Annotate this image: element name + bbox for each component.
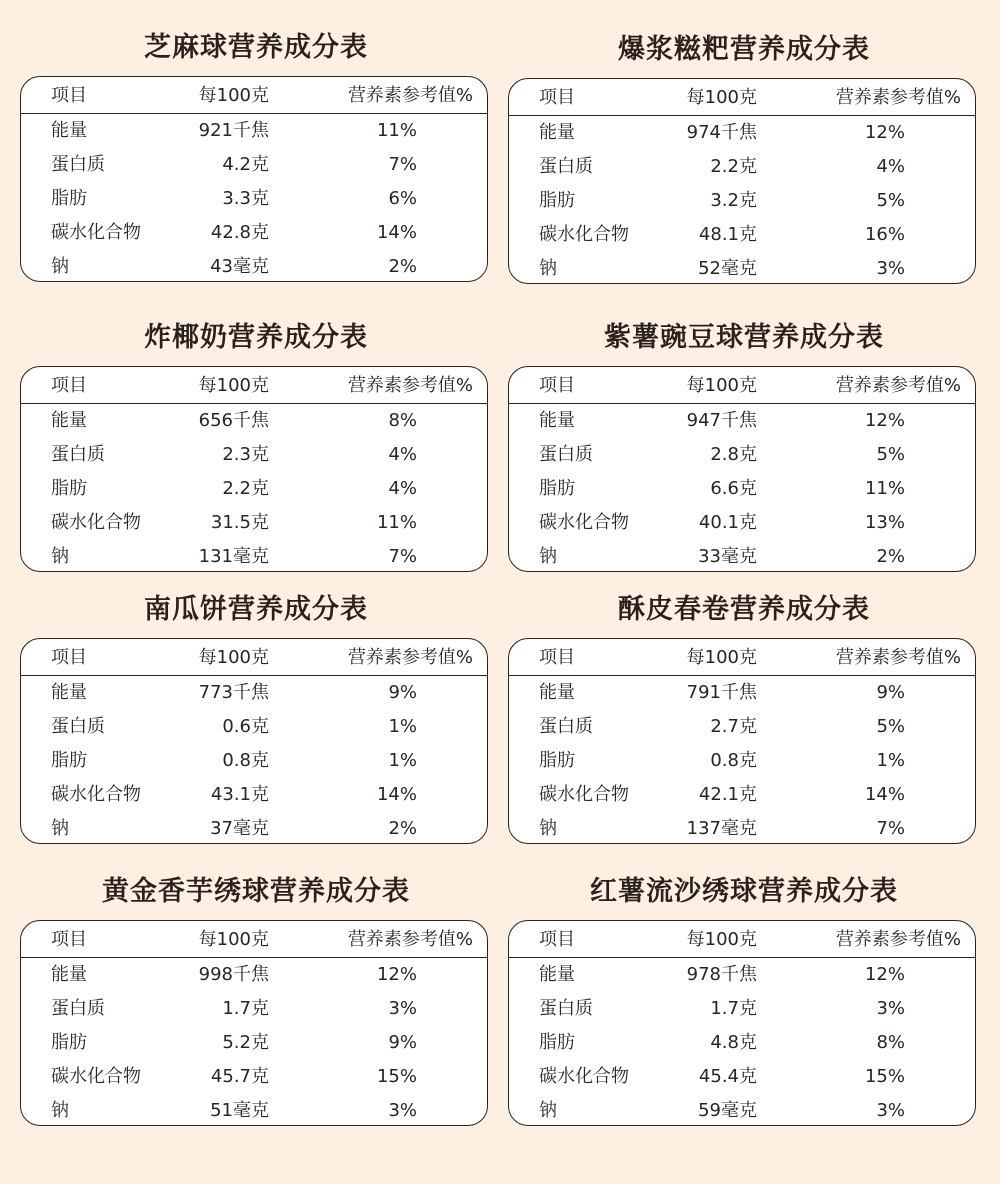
nutrient-amount: 1.7克 [222,998,269,1019]
table-row [509,992,975,1026]
nutrient-nrv: 7% [388,546,417,567]
nutrient-amount: 6.6克 [710,478,757,499]
table-header-row [509,369,975,404]
nutrient-name: 碳水化合物 [51,222,141,243]
panel-title: 黄金香芋绣球营养成分表 [102,876,410,907]
table-row [509,252,975,284]
nutrient-amount: 42.8克 [210,222,269,243]
nutrient-name: 脂肪 [539,190,575,211]
table-row [21,182,487,216]
nutrient-nrv: 9% [388,682,417,703]
nutrient-name: 能量 [539,410,575,431]
nutrient-amount: 2.2克 [710,156,757,177]
table-row [21,778,487,812]
nutrition-table [508,366,976,572]
nutrient-name: 钠 [539,818,557,839]
nutrient-name: 钠 [51,1100,69,1121]
nutrient-name: 能量 [51,682,87,703]
header-item: 项目 [539,647,575,668]
table-header-row [21,369,487,404]
table-row [509,778,975,812]
nutrient-name: 碳水化合物 [539,1066,629,1087]
header-nrv: 营养素参考值% [347,929,473,950]
table-row [21,676,487,710]
nutrient-amount: 48.1克 [698,224,757,245]
table-row [509,812,975,844]
nutrient-nrv: 15% [864,1066,905,1087]
nutrient-name: 蛋白质 [51,998,105,1019]
nutrient-nrv: 2% [388,818,417,839]
table-row [21,1060,487,1094]
nutrient-amount: 2.2克 [222,478,269,499]
nutrient-nrv: 6% [388,188,417,209]
nutrition-table [508,78,976,284]
header-item: 项目 [51,929,87,950]
header-per100: 每100克 [686,929,757,950]
nutrient-nrv: 2% [876,546,905,567]
nutrient-name: 能量 [51,964,87,985]
header-per100: 每100克 [198,375,269,396]
header-item: 项目 [51,85,87,106]
nutrient-nrv: 14% [864,784,905,805]
table-row [509,1094,975,1126]
nutrient-nrv: 14% [376,784,417,805]
header-nrv: 营养素参考值% [835,647,961,668]
nutrient-name: 脂肪 [539,478,575,499]
table-row [509,506,975,540]
nutrient-amount: 4.2克 [222,154,269,175]
nutrient-amount: 52毫克 [698,258,757,279]
table-row [21,114,487,148]
table-row [21,506,487,540]
table-row [21,812,487,844]
nutrient-amount: 33毫克 [698,546,757,567]
nutrient-amount: 974千焦 [686,122,757,143]
nutrient-amount: 42.1克 [698,784,757,805]
header-item: 项目 [539,87,575,108]
nutrient-name: 脂肪 [539,1032,575,1053]
nutrient-name: 钠 [539,546,557,567]
nutrient-name: 能量 [539,682,575,703]
table-row [21,404,487,438]
table-row [21,992,487,1026]
nutrient-name: 脂肪 [51,750,87,771]
nutrient-name: 脂肪 [539,750,575,771]
nutrient-nrv: 1% [876,750,905,771]
header-item: 项目 [51,647,87,668]
nutrient-nrv: 3% [876,1100,905,1121]
table-row [21,438,487,472]
nutrient-amount: 51毫克 [210,1100,269,1121]
nutrient-name: 蛋白质 [51,154,105,175]
nutrient-amount: 131毫克 [198,546,269,567]
table-header-row [21,923,487,958]
header-per100: 每100克 [198,85,269,106]
nutrient-amount: 2.3克 [222,444,269,465]
nutrient-amount: 4.8克 [710,1032,757,1053]
table-row [21,744,487,778]
table-row [509,150,975,184]
nutrient-nrv: 1% [388,716,417,737]
nutrient-amount: 773千焦 [198,682,269,703]
nutrient-name: 蛋白质 [539,156,593,177]
table-row [21,148,487,182]
nutrient-name: 蛋白质 [539,716,593,737]
nutrient-nrv: 8% [876,1032,905,1053]
nutrient-nrv: 11% [376,512,417,533]
panel-title: 酥皮春卷营养成分表 [618,594,870,625]
nutrient-name: 碳水化合物 [51,1066,141,1087]
panel-title: 南瓜饼营养成分表 [144,594,368,625]
nutrient-name: 脂肪 [51,1032,87,1053]
nutrient-amount: 137毫克 [686,818,757,839]
header-per100: 每100克 [198,929,269,950]
nutrient-amount: 2.8克 [710,444,757,465]
nutrient-amount: 45.4克 [698,1066,757,1087]
nutrient-nrv: 9% [388,1032,417,1053]
nutrient-name: 能量 [51,410,87,431]
nutrient-amount: 921千焦 [198,120,269,141]
nutrient-nrv: 5% [876,190,905,211]
nutrient-name: 碳水化合物 [539,784,629,805]
table-row [509,1060,975,1094]
nutrient-name: 钠 [51,256,69,277]
nutrient-name: 脂肪 [51,478,87,499]
panel-title: 爆浆糍粑营养成分表 [618,34,870,65]
table-header-row [21,641,487,676]
nutrient-amount: 37毫克 [210,818,269,839]
nutrient-amount: 5.2克 [222,1032,269,1053]
nutrient-nrv: 8% [388,410,417,431]
table-header-row [509,81,975,116]
nutrient-amount: 978千焦 [686,964,757,985]
nutrient-amount: 998千焦 [198,964,269,985]
table-header-row [509,641,975,676]
table-row [509,472,975,506]
nutrient-nrv: 12% [864,964,905,985]
nutrient-nrv: 2% [388,256,417,277]
nutrient-name: 碳水化合物 [51,784,141,805]
table-row [509,218,975,252]
nutrient-name: 脂肪 [51,188,87,209]
header-nrv: 营养素参考值% [347,85,473,106]
table-row [509,116,975,150]
nutrient-name: 钠 [539,1100,557,1121]
header-per100: 每100克 [686,647,757,668]
nutrient-nrv: 5% [876,444,905,465]
nutrient-amount: 43.1克 [210,784,269,805]
table-row [509,438,975,472]
nutrient-nrv: 12% [864,410,905,431]
table-row [509,540,975,572]
nutrition-table [20,76,488,282]
header-nrv: 营养素参考值% [835,87,961,108]
nutrient-name: 钠 [51,546,69,567]
nutrient-name: 碳水化合物 [51,512,141,533]
table-row [509,958,975,992]
nutrition-table [20,920,488,1126]
nutrient-amount: 3.3克 [222,188,269,209]
nutrient-amount: 31.5克 [210,512,269,533]
nutrition-table [508,638,976,844]
nutrient-name: 蛋白质 [51,444,105,465]
nutrient-amount: 40.1克 [698,512,757,533]
nutrition-table [20,366,488,572]
nutrient-nrv: 15% [376,1066,417,1087]
nutrient-nrv: 12% [376,964,417,985]
panel-title: 炸椰奶营养成分表 [144,322,368,353]
nutrient-amount: 791千焦 [686,682,757,703]
nutrient-nrv: 3% [876,998,905,1019]
table-row [509,184,975,218]
nutrient-nrv: 9% [876,682,905,703]
table-row [21,472,487,506]
nutrient-amount: 45.7克 [210,1066,269,1087]
table-header-row [21,79,487,114]
header-item: 项目 [539,375,575,396]
table-row [21,540,487,572]
nutrient-name: 碳水化合物 [539,512,629,533]
header-item: 项目 [539,929,575,950]
nutrient-nrv: 14% [376,222,417,243]
header-per100: 每100克 [198,647,269,668]
nutrient-amount: 3.2克 [710,190,757,211]
nutrition-table [508,920,976,1126]
nutrient-name: 蛋白质 [51,716,105,737]
table-row [21,1026,487,1060]
nutrient-nrv: 3% [876,258,905,279]
header-item: 项目 [51,375,87,396]
nutrient-name: 蛋白质 [539,998,593,1019]
nutrient-name: 蛋白质 [539,444,593,465]
nutrient-name: 能量 [539,964,575,985]
nutrient-nrv: 12% [864,122,905,143]
nutrient-amount: 0.8克 [222,750,269,771]
nutrient-nrv: 5% [876,716,905,737]
table-row [509,1026,975,1060]
header-nrv: 营养素参考值% [347,375,473,396]
nutrient-name: 能量 [51,120,87,141]
panel-title: 紫薯豌豆球营养成分表 [604,322,884,353]
header-nrv: 营养素参考值% [835,375,961,396]
nutrient-amount: 43毫克 [210,256,269,277]
nutrient-nrv: 4% [876,156,905,177]
table-row [21,710,487,744]
nutrient-name: 能量 [539,122,575,143]
header-per100: 每100克 [686,375,757,396]
nutrient-nrv: 11% [864,478,905,499]
nutrient-amount: 59毫克 [698,1100,757,1121]
table-row [21,250,487,282]
nutrient-amount: 947千焦 [686,410,757,431]
nutrient-nrv: 7% [876,818,905,839]
nutrient-nrv: 3% [388,1100,417,1121]
nutrient-amount: 656千焦 [198,410,269,431]
nutrient-nrv: 11% [376,120,417,141]
nutrient-name: 碳水化合物 [539,224,629,245]
nutrition-table [20,638,488,844]
nutrient-nrv: 7% [388,154,417,175]
table-row [509,744,975,778]
panel-title: 红薯流沙绣球营养成分表 [590,876,898,907]
nutrient-nrv: 1% [388,750,417,771]
panel-title: 芝麻球营养成分表 [144,32,368,63]
nutrient-amount: 0.6克 [222,716,269,737]
nutrient-nrv: 4% [388,478,417,499]
nutrient-nrv: 4% [388,444,417,465]
nutrient-amount: 2.7克 [710,716,757,737]
table-row [509,676,975,710]
table-row [509,404,975,438]
nutrient-nrv: 13% [864,512,905,533]
nutrient-name: 钠 [51,818,69,839]
table-header-row [509,923,975,958]
nutrient-nrv: 16% [864,224,905,245]
table-row [21,958,487,992]
header-per100: 每100克 [686,87,757,108]
nutrient-nrv: 3% [388,998,417,1019]
nutrient-amount: 1.7克 [710,998,757,1019]
nutrient-name: 钠 [539,258,557,279]
table-row [509,710,975,744]
table-row [21,216,487,250]
table-row [21,1094,487,1126]
nutrient-amount: 0.8克 [710,750,757,771]
header-nrv: 营养素参考值% [347,647,473,668]
header-nrv: 营养素参考值% [835,929,961,950]
